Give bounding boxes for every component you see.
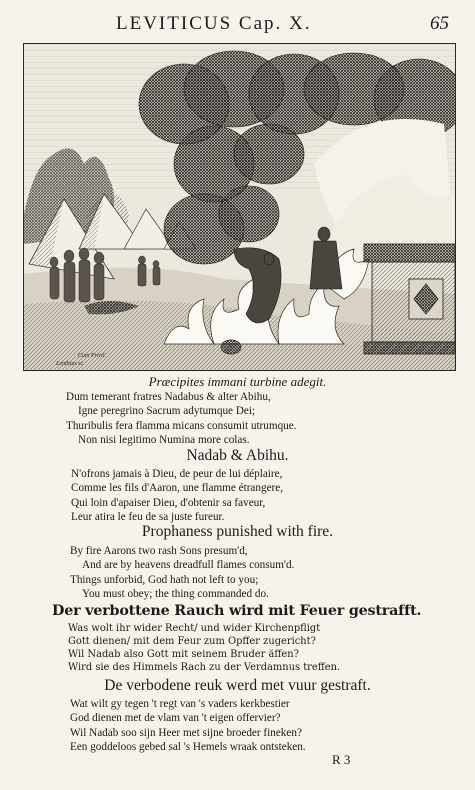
verse-line: Wat wilt gy tegen 't regt van 's vaders kerkbestier bbox=[70, 698, 290, 710]
verse-line: Leur atira le feu de sa juste fureur. bbox=[71, 510, 225, 523]
engraver-signature: Lenthius sc. bbox=[56, 361, 85, 367]
verse-line: God dienen met de vlam van 't eigen offervier? bbox=[70, 712, 281, 725]
verse-line: Wird sie des Himmels Rach zu der Verdamnus treffen. bbox=[68, 662, 341, 673]
verse-line: Dum temerant fratres Nadabus & alter Abihu, bbox=[66, 391, 271, 403]
verse-line: Qui loin d'apaiser Dieu, d'obtenir sa faveur, bbox=[71, 496, 266, 509]
verse-line: By fire Aarons two rash Sons presum'd, bbox=[70, 545, 248, 557]
signature-mark: R 3 bbox=[332, 752, 351, 767]
verse-line: N'ofrons jamais à Dieu, de peur de lui déplaire, bbox=[71, 468, 283, 480]
verse-line: Wil Nadab soo sijn Heer met sijne broeder fineken? bbox=[70, 726, 302, 739]
german-title: Der verbottene Rauch wird mit Feuer gestrafft. bbox=[52, 603, 422, 619]
verse-line: Wil Nadab also Gott mit seinem Bruder äffen? bbox=[68, 649, 299, 660]
dutch-verse bbox=[70, 697, 306, 754]
verse-line: Non nisi legitimo Numina more colas. bbox=[78, 433, 250, 446]
image-caption: Præcipites immani turbine adegit. bbox=[148, 374, 327, 389]
verse-line: Was wolt ihr wider Recht/ und wider Kirchenpfligt bbox=[68, 623, 321, 634]
running-head bbox=[0, 10, 475, 36]
engraving-scene bbox=[24, 44, 455, 370]
verse-line: You must obey; the thing commanded do. bbox=[82, 587, 269, 600]
english-title: Prophaness punished with fire. bbox=[141, 523, 334, 540]
running-title: LEVITICUS Cap. X. bbox=[116, 13, 312, 34]
page-number: 65 bbox=[430, 13, 449, 34]
verse-line: Gott dienen/ mit dem Feur zum Opffer zugericht? bbox=[68, 636, 316, 647]
verse-line: Things unforbid, God hath not left to you; bbox=[70, 573, 259, 586]
verse-line: Thuribulis fera flamma micans consumit utrumque. bbox=[66, 419, 297, 432]
latin-verse bbox=[66, 390, 297, 447]
privilege-mark: Cum Privil. bbox=[78, 353, 106, 359]
french-verse bbox=[71, 467, 283, 524]
verse-line: Igne peregrino Sacrum adytumque Dei; bbox=[78, 405, 256, 418]
english-verse bbox=[70, 544, 294, 601]
verse-line: And are by heavens dreadfull flames consum'd. bbox=[82, 559, 295, 572]
french-title: Nadab & Abihu. bbox=[186, 447, 289, 464]
engraving-illustration bbox=[23, 43, 456, 371]
german-verse bbox=[68, 622, 340, 674]
dutch-title: De verbodene reuk werd met vuur gestraft. bbox=[104, 677, 371, 694]
verse-line: Een goddeloos gebed sal 's Hemels wraak ontsteken. bbox=[70, 740, 306, 753]
verse-line: Comme les fils d'Aaron, une flamme étrangere, bbox=[71, 482, 284, 495]
